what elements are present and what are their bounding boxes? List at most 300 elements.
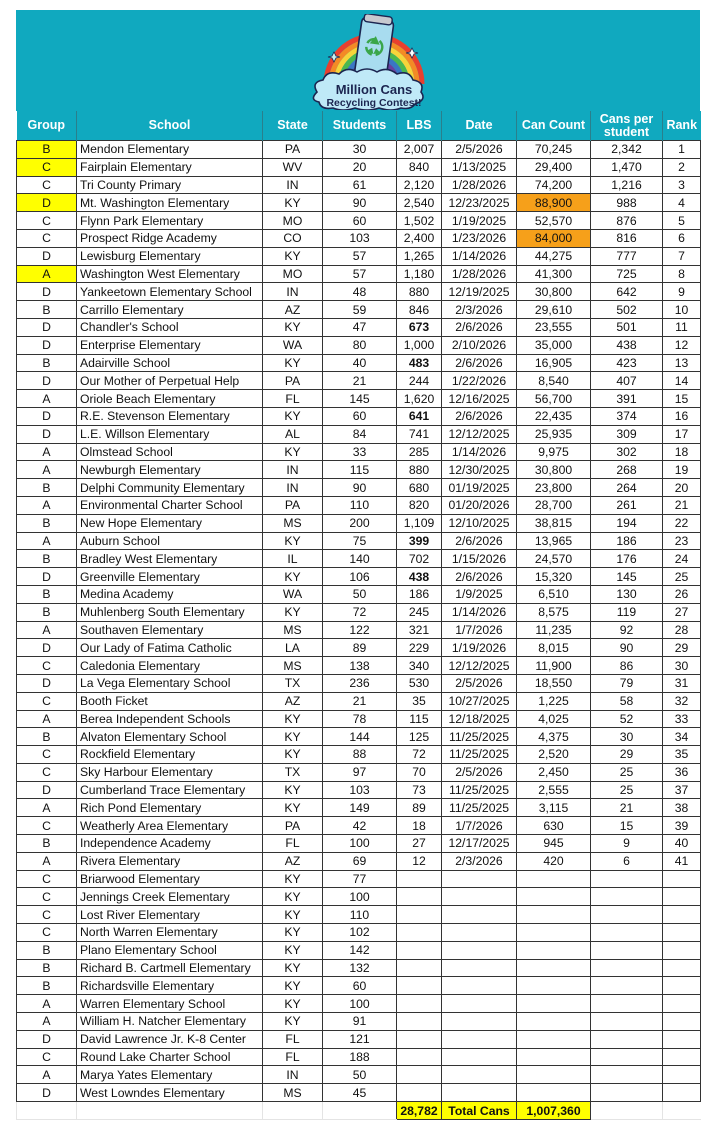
cell-group[interactable]: D: [17, 674, 77, 692]
cell-state[interactable]: KY: [263, 995, 323, 1013]
cell-lbs[interactable]: 115: [397, 710, 442, 728]
cell-group[interactable]: A: [17, 390, 77, 408]
cell-rank[interactable]: 22: [663, 514, 701, 532]
cell-can-count[interactable]: 23,555: [517, 318, 591, 336]
cell-date[interactable]: 11/25/2025: [442, 799, 517, 817]
cell-school[interactable]: Bradley West Elementary: [77, 550, 263, 568]
cell-students[interactable]: 33: [323, 443, 397, 461]
cell-students[interactable]: 91: [323, 1013, 397, 1031]
cell-cans-per-student[interactable]: 1,216: [591, 176, 663, 194]
cell-date[interactable]: 2/6/2026: [442, 568, 517, 586]
cell-lbs[interactable]: 702: [397, 550, 442, 568]
cell-state[interactable]: KY: [263, 710, 323, 728]
cell-can-count[interactable]: 13,965: [517, 532, 591, 550]
cell-school[interactable]: David Lawrence Jr. K-8 Center: [77, 1030, 263, 1048]
cell-rank[interactable]: 9: [663, 283, 701, 301]
cell-students[interactable]: 121: [323, 1030, 397, 1048]
cell-lbs[interactable]: [397, 870, 442, 888]
cell-group[interactable]: B: [17, 959, 77, 977]
cell-school[interactable]: Richard B. Cartmell Elementary: [77, 959, 263, 977]
cell-rank[interactable]: 32: [663, 692, 701, 710]
cell-can-count[interactable]: 420: [517, 852, 591, 870]
cell-school[interactable]: Richardsville Elementary: [77, 977, 263, 995]
cell-rank[interactable]: 26: [663, 585, 701, 603]
cell-rank[interactable]: [663, 1048, 701, 1066]
cell-state[interactable]: MS: [263, 1084, 323, 1102]
cell-students[interactable]: 200: [323, 514, 397, 532]
cell-state[interactable]: KY: [263, 941, 323, 959]
cell-group[interactable]: D: [17, 781, 77, 799]
cell-school[interactable]: West Lowndes Elementary: [77, 1084, 263, 1102]
cell-group[interactable]: A: [17, 443, 77, 461]
cell-rank[interactable]: 4: [663, 194, 701, 212]
cell-state[interactable]: TX: [263, 763, 323, 781]
cell-state[interactable]: KY: [263, 870, 323, 888]
cell-group[interactable]: C: [17, 817, 77, 835]
cell-can-count[interactable]: [517, 1066, 591, 1084]
cell-school[interactable]: La Vega Elementary School: [77, 674, 263, 692]
cell-state[interactable]: FL: [263, 1030, 323, 1048]
cell-state[interactable]: KY: [263, 1013, 323, 1031]
cell-cans-per-student[interactable]: 423: [591, 354, 663, 372]
cell-date[interactable]: 12/12/2025: [442, 657, 517, 675]
cell-students[interactable]: 47: [323, 318, 397, 336]
cell-school[interactable]: Rivera Elementary: [77, 852, 263, 870]
cell-cans-per-student[interactable]: [591, 1066, 663, 1084]
cell-state[interactable]: WA: [263, 585, 323, 603]
cell-date[interactable]: [442, 924, 517, 942]
cell-group[interactable]: C: [17, 229, 77, 247]
cell-lbs[interactable]: 840: [397, 158, 442, 176]
cell-date[interactable]: 1/15/2026: [442, 550, 517, 568]
cell-students[interactable]: 97: [323, 763, 397, 781]
cell-rank[interactable]: [663, 1084, 701, 1102]
cell-rank[interactable]: 12: [663, 336, 701, 354]
empty-cell[interactable]: [663, 1102, 701, 1120]
cell-date[interactable]: 1/14/2026: [442, 603, 517, 621]
cell-lbs[interactable]: 70: [397, 763, 442, 781]
cell-group[interactable]: A: [17, 496, 77, 514]
cell-can-count[interactable]: 30,800: [517, 461, 591, 479]
cell-date[interactable]: 1/14/2026: [442, 443, 517, 461]
cell-students[interactable]: 144: [323, 728, 397, 746]
cell-group[interactable]: C: [17, 746, 77, 764]
cell-group[interactable]: D: [17, 425, 77, 443]
cell-cans-per-student[interactable]: 90: [591, 639, 663, 657]
cell-state[interactable]: KY: [263, 407, 323, 425]
cell-group[interactable]: D: [17, 372, 77, 390]
cell-cans-per-student[interactable]: 86: [591, 657, 663, 675]
cell-school[interactable]: Fairplain Elementary: [77, 158, 263, 176]
empty-cell[interactable]: [263, 1102, 323, 1120]
cell-rank[interactable]: 27: [663, 603, 701, 621]
cell-lbs[interactable]: 483: [397, 354, 442, 372]
cell-date[interactable]: [442, 906, 517, 924]
cell-cans-per-student[interactable]: [591, 1048, 663, 1066]
cell-lbs[interactable]: 641: [397, 407, 442, 425]
cell-can-count[interactable]: [517, 1013, 591, 1031]
cell-lbs[interactable]: 1,109: [397, 514, 442, 532]
cell-can-count[interactable]: 88,900: [517, 194, 591, 212]
cell-state[interactable]: KY: [263, 354, 323, 372]
cell-lbs[interactable]: [397, 924, 442, 942]
cell-cans-per-student[interactable]: 502: [591, 301, 663, 319]
cell-date[interactable]: 2/10/2026: [442, 336, 517, 354]
cell-school[interactable]: Weatherly Area Elementary: [77, 817, 263, 835]
cell-group[interactable]: B: [17, 835, 77, 853]
cell-state[interactable]: KY: [263, 924, 323, 942]
cell-students[interactable]: 149: [323, 799, 397, 817]
cell-students[interactable]: 80: [323, 336, 397, 354]
column-header-can-count[interactable]: Can Count: [517, 111, 591, 141]
cell-state[interactable]: MS: [263, 514, 323, 532]
cell-students[interactable]: 110: [323, 906, 397, 924]
cell-date[interactable]: 1/14/2026: [442, 247, 517, 265]
cell-rank[interactable]: [663, 1030, 701, 1048]
cell-group[interactable]: A: [17, 852, 77, 870]
cell-lbs[interactable]: 186: [397, 585, 442, 603]
cell-date[interactable]: 2/5/2026: [442, 141, 517, 159]
cell-students[interactable]: 142: [323, 941, 397, 959]
cell-can-count[interactable]: 15,320: [517, 568, 591, 586]
cell-state[interactable]: WA: [263, 336, 323, 354]
cell-date[interactable]: [442, 1084, 517, 1102]
cell-school[interactable]: North Warren Elementary: [77, 924, 263, 942]
cell-students[interactable]: 103: [323, 229, 397, 247]
cell-cans-per-student[interactable]: 130: [591, 585, 663, 603]
cell-date[interactable]: [442, 977, 517, 995]
cell-date[interactable]: 1/9/2025: [442, 585, 517, 603]
cell-state[interactable]: KY: [263, 318, 323, 336]
cell-students[interactable]: 72: [323, 603, 397, 621]
cell-group[interactable]: A: [17, 1013, 77, 1031]
cell-can-count[interactable]: 2,450: [517, 763, 591, 781]
cell-school[interactable]: Lost River Elementary: [77, 906, 263, 924]
cell-cans-per-student[interactable]: 52: [591, 710, 663, 728]
cell-lbs[interactable]: [397, 1013, 442, 1031]
cell-can-count[interactable]: [517, 906, 591, 924]
cell-group[interactable]: A: [17, 265, 77, 283]
cell-students[interactable]: 42: [323, 817, 397, 835]
cell-students[interactable]: 90: [323, 479, 397, 497]
cell-rank[interactable]: 36: [663, 763, 701, 781]
cell-state[interactable]: KY: [263, 532, 323, 550]
cell-date[interactable]: 11/25/2025: [442, 781, 517, 799]
cell-date[interactable]: 1/13/2025: [442, 158, 517, 176]
cell-can-count[interactable]: [517, 1048, 591, 1066]
cell-rank[interactable]: 17: [663, 425, 701, 443]
cell-cans-per-student[interactable]: 374: [591, 407, 663, 425]
cell-lbs[interactable]: 35: [397, 692, 442, 710]
cell-lbs[interactable]: 1,180: [397, 265, 442, 283]
cell-school[interactable]: Our Lady of Fatima Catholic: [77, 639, 263, 657]
cell-cans-per-student[interactable]: 21: [591, 799, 663, 817]
cell-rank[interactable]: 41: [663, 852, 701, 870]
cell-state[interactable]: KY: [263, 799, 323, 817]
cell-school[interactable]: Washington West Elementary: [77, 265, 263, 283]
cell-students[interactable]: 40: [323, 354, 397, 372]
cell-rank[interactable]: 25: [663, 568, 701, 586]
cell-can-count[interactable]: 18,550: [517, 674, 591, 692]
cell-students[interactable]: 132: [323, 959, 397, 977]
cell-lbs[interactable]: 244: [397, 372, 442, 390]
cell-group[interactable]: D: [17, 1030, 77, 1048]
cell-can-count[interactable]: [517, 959, 591, 977]
cell-date[interactable]: [442, 888, 517, 906]
cell-state[interactable]: KY: [263, 247, 323, 265]
cell-students[interactable]: 69: [323, 852, 397, 870]
total-cans-label[interactable]: Total Cans: [442, 1102, 517, 1120]
cell-lbs[interactable]: 1,000: [397, 336, 442, 354]
cell-school[interactable]: Oriole Beach Elementary: [77, 390, 263, 408]
cell-rank[interactable]: 31: [663, 674, 701, 692]
cell-date[interactable]: 12/30/2025: [442, 461, 517, 479]
cell-can-count[interactable]: 630: [517, 817, 591, 835]
empty-cell[interactable]: [77, 1102, 263, 1120]
cell-school[interactable]: Greenville Elementary: [77, 568, 263, 586]
cell-group[interactable]: D: [17, 283, 77, 301]
cell-state[interactable]: PA: [263, 372, 323, 390]
cell-school[interactable]: Jennings Creek Elementary: [77, 888, 263, 906]
cell-school[interactable]: William H. Natcher Elementary: [77, 1013, 263, 1031]
cell-cans-per-student[interactable]: 92: [591, 621, 663, 639]
cell-school[interactable]: Cumberland Trace Elementary: [77, 781, 263, 799]
cell-can-count[interactable]: 11,235: [517, 621, 591, 639]
cell-cans-per-student[interactable]: [591, 941, 663, 959]
cell-lbs[interactable]: 12: [397, 852, 442, 870]
cell-can-count[interactable]: 16,905: [517, 354, 591, 372]
cell-date[interactable]: 11/25/2025: [442, 728, 517, 746]
cell-can-count[interactable]: [517, 1030, 591, 1048]
cell-cans-per-student[interactable]: 25: [591, 781, 663, 799]
cell-cans-per-student[interactable]: 777: [591, 247, 663, 265]
cell-can-count[interactable]: 30,800: [517, 283, 591, 301]
cell-state[interactable]: LA: [263, 639, 323, 657]
cell-can-count[interactable]: [517, 870, 591, 888]
cell-rank[interactable]: [663, 870, 701, 888]
cell-rank[interactable]: 34: [663, 728, 701, 746]
cell-group[interactable]: D: [17, 318, 77, 336]
cell-group[interactable]: D: [17, 1084, 77, 1102]
cell-group[interactable]: B: [17, 514, 77, 532]
cell-cans-per-student[interactable]: [591, 870, 663, 888]
cell-lbs[interactable]: 673: [397, 318, 442, 336]
cell-date[interactable]: [442, 959, 517, 977]
cell-school[interactable]: Alvaton Elementary School: [77, 728, 263, 746]
cell-students[interactable]: 78: [323, 710, 397, 728]
cell-rank[interactable]: 37: [663, 781, 701, 799]
cell-rank[interactable]: 24: [663, 550, 701, 568]
cell-school[interactable]: Olmstead School: [77, 443, 263, 461]
cell-state[interactable]: KY: [263, 888, 323, 906]
cell-cans-per-student[interactable]: 725: [591, 265, 663, 283]
cell-cans-per-student[interactable]: [591, 906, 663, 924]
cell-group[interactable]: A: [17, 799, 77, 817]
cell-school[interactable]: Adairville School: [77, 354, 263, 372]
cell-lbs[interactable]: 125: [397, 728, 442, 746]
cell-state[interactable]: TX: [263, 674, 323, 692]
cell-school[interactable]: Sky Harbour Elementary: [77, 763, 263, 781]
cell-cans-per-student[interactable]: 2,342: [591, 141, 663, 159]
cell-can-count[interactable]: 1,225: [517, 692, 591, 710]
cell-state[interactable]: AL: [263, 425, 323, 443]
cell-state[interactable]: IN: [263, 1066, 323, 1084]
cell-date[interactable]: 1/19/2026: [442, 639, 517, 657]
cell-group[interactable]: B: [17, 550, 77, 568]
empty-cell[interactable]: [17, 1102, 77, 1120]
cell-lbs[interactable]: 18: [397, 817, 442, 835]
column-header-group[interactable]: Group: [17, 111, 77, 141]
cell-rank[interactable]: [663, 924, 701, 942]
cell-cans-per-student[interactable]: 25: [591, 763, 663, 781]
cell-students[interactable]: 100: [323, 888, 397, 906]
cell-school[interactable]: Warren Elementary School: [77, 995, 263, 1013]
cell-students[interactable]: 122: [323, 621, 397, 639]
cell-cans-per-student[interactable]: 119: [591, 603, 663, 621]
cell-rank[interactable]: 38: [663, 799, 701, 817]
cell-lbs[interactable]: 72: [397, 746, 442, 764]
cell-date[interactable]: 01/19/2025: [442, 479, 517, 497]
cell-can-count[interactable]: [517, 924, 591, 942]
cell-can-count[interactable]: 23,800: [517, 479, 591, 497]
cell-students[interactable]: 140: [323, 550, 397, 568]
cell-lbs[interactable]: 2,120: [397, 176, 442, 194]
cell-cans-per-student[interactable]: 816: [591, 229, 663, 247]
cell-school[interactable]: Marya Yates Elementary: [77, 1066, 263, 1084]
cell-state[interactable]: MO: [263, 265, 323, 283]
cell-group[interactable]: D: [17, 247, 77, 265]
cell-students[interactable]: 60: [323, 977, 397, 995]
cell-lbs[interactable]: 846: [397, 301, 442, 319]
cell-group[interactable]: B: [17, 941, 77, 959]
cell-lbs[interactable]: 880: [397, 283, 442, 301]
cell-group[interactable]: C: [17, 763, 77, 781]
cell-cans-per-student[interactable]: 186: [591, 532, 663, 550]
cell-rank[interactable]: 16: [663, 407, 701, 425]
cell-school[interactable]: Prospect Ridge Academy: [77, 229, 263, 247]
cell-date[interactable]: [442, 870, 517, 888]
cell-cans-per-student[interactable]: 9: [591, 835, 663, 853]
cell-school[interactable]: Tri County Primary: [77, 176, 263, 194]
cell-cans-per-student[interactable]: 6: [591, 852, 663, 870]
cell-rank[interactable]: 8: [663, 265, 701, 283]
cell-state[interactable]: KY: [263, 977, 323, 995]
cell-cans-per-student[interactable]: 391: [591, 390, 663, 408]
column-header-cans-per-student[interactable]: Cans per student: [591, 111, 663, 141]
cell-cans-per-student[interactable]: 438: [591, 336, 663, 354]
cell-state[interactable]: KY: [263, 603, 323, 621]
cell-can-count[interactable]: [517, 995, 591, 1013]
column-header-lbs[interactable]: LBS: [397, 111, 442, 141]
cell-date[interactable]: 2/3/2026: [442, 301, 517, 319]
cell-cans-per-student[interactable]: 15: [591, 817, 663, 835]
cell-students[interactable]: 138: [323, 657, 397, 675]
cell-rank[interactable]: 1: [663, 141, 701, 159]
cell-state[interactable]: MS: [263, 657, 323, 675]
cell-lbs[interactable]: [397, 1084, 442, 1102]
cell-group[interactable]: C: [17, 888, 77, 906]
cell-students[interactable]: 84: [323, 425, 397, 443]
cell-date[interactable]: 1/19/2025: [442, 212, 517, 230]
cell-school[interactable]: Chandler's School: [77, 318, 263, 336]
cell-cans-per-student[interactable]: 407: [591, 372, 663, 390]
cell-lbs[interactable]: 321: [397, 621, 442, 639]
cell-can-count[interactable]: 9,975: [517, 443, 591, 461]
cell-state[interactable]: FL: [263, 1048, 323, 1066]
cell-students[interactable]: 110: [323, 496, 397, 514]
cell-lbs[interactable]: 741: [397, 425, 442, 443]
cell-date[interactable]: 2/5/2026: [442, 674, 517, 692]
cell-school[interactable]: Mendon Elementary: [77, 141, 263, 159]
cell-school[interactable]: Medina Academy: [77, 585, 263, 603]
cell-rank[interactable]: [663, 1066, 701, 1084]
cell-rank[interactable]: 39: [663, 817, 701, 835]
cell-group[interactable]: D: [17, 568, 77, 586]
cell-date[interactable]: 2/5/2026: [442, 763, 517, 781]
cell-can-count[interactable]: 2,520: [517, 746, 591, 764]
cell-cans-per-student[interactable]: [591, 977, 663, 995]
cell-lbs[interactable]: [397, 1030, 442, 1048]
cell-school[interactable]: Rich Pond Elementary: [77, 799, 263, 817]
cell-date[interactable]: 12/23/2025: [442, 194, 517, 212]
cell-lbs[interactable]: 438: [397, 568, 442, 586]
cell-cans-per-student[interactable]: 988: [591, 194, 663, 212]
cell-students[interactable]: 88: [323, 746, 397, 764]
cell-date[interactable]: 2/6/2026: [442, 407, 517, 425]
cell-rank[interactable]: 29: [663, 639, 701, 657]
cell-cans-per-student[interactable]: [591, 924, 663, 942]
cell-date[interactable]: 1/28/2026: [442, 265, 517, 283]
cell-cans-per-student[interactable]: 264: [591, 479, 663, 497]
cell-can-count[interactable]: 44,275: [517, 247, 591, 265]
cell-date[interactable]: [442, 941, 517, 959]
cell-date[interactable]: 12/12/2025: [442, 425, 517, 443]
cell-date[interactable]: 1/28/2026: [442, 176, 517, 194]
cell-group[interactable]: D: [17, 194, 77, 212]
cell-date[interactable]: 1/7/2026: [442, 621, 517, 639]
cell-school[interactable]: Environmental Charter School: [77, 496, 263, 514]
cell-cans-per-student[interactable]: 309: [591, 425, 663, 443]
cell-can-count[interactable]: 22,435: [517, 407, 591, 425]
cell-cans-per-student[interactable]: 1,470: [591, 158, 663, 176]
cell-date[interactable]: 12/16/2025: [442, 390, 517, 408]
cell-students[interactable]: 30: [323, 141, 397, 159]
cell-rank[interactable]: 7: [663, 247, 701, 265]
cell-school[interactable]: Newburgh Elementary: [77, 461, 263, 479]
cell-rank[interactable]: [663, 959, 701, 977]
cell-can-count[interactable]: 74,200: [517, 176, 591, 194]
cell-group[interactable]: C: [17, 657, 77, 675]
cell-can-count[interactable]: 6,510: [517, 585, 591, 603]
cell-lbs[interactable]: 229: [397, 639, 442, 657]
cell-rank[interactable]: 14: [663, 372, 701, 390]
cell-lbs[interactable]: 89: [397, 799, 442, 817]
cell-state[interactable]: PA: [263, 141, 323, 159]
cell-group[interactable]: A: [17, 461, 77, 479]
cell-can-count[interactable]: [517, 941, 591, 959]
cell-state[interactable]: FL: [263, 835, 323, 853]
cell-students[interactable]: 50: [323, 1066, 397, 1084]
cell-group[interactable]: B: [17, 728, 77, 746]
cell-lbs[interactable]: 340: [397, 657, 442, 675]
cell-group[interactable]: B: [17, 977, 77, 995]
cell-date[interactable]: 12/10/2025: [442, 514, 517, 532]
cell-group[interactable]: B: [17, 141, 77, 159]
cell-students[interactable]: 57: [323, 265, 397, 283]
cell-state[interactable]: MO: [263, 212, 323, 230]
cell-rank[interactable]: 10: [663, 301, 701, 319]
column-header-date[interactable]: Date: [442, 111, 517, 141]
